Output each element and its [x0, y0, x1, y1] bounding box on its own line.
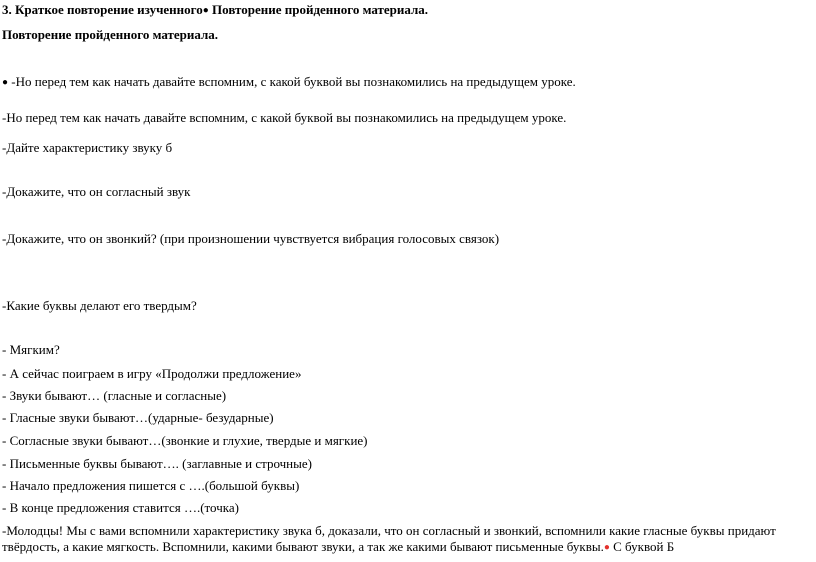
text-line: - Мягким?	[2, 342, 60, 357]
text-line: - Письменные буквы бывают…. (заглавные и строчные)	[2, 456, 312, 471]
text-line: - Звуки бывают… (гласные и согласные)	[2, 388, 227, 403]
text-line: - Гласные звуки бывают…(ударные- безударные)	[2, 410, 274, 425]
bullet-line-text: -Но перед тем как начать давайте вспомним, с какой буквой вы познакомились на предыдущем уроке.	[11, 74, 576, 89]
closing-line-1: -Молодцы! Мы с вами вспомнили характеристику звука б, доказали, что он согласный и звонкий, вспомнили какие гласные буквы придают	[2, 523, 776, 538]
closing-line-2-text: твёрдость, а какие мягкость. Вспомнили, какими бывают звуки, а так же какими бывают письменные буквы.	[2, 539, 604, 554]
subheading: Повторение пройденного материала.	[2, 27, 219, 42]
closing-line-2	[2, 539, 674, 556]
bullet-icon: ●	[202, 5, 209, 16]
bullet-icon: ●	[2, 77, 9, 88]
text-line: -Дайте характеристику звуку б	[2, 140, 173, 155]
text-line: -Но перед тем как начать давайте вспомним, с какой буквой вы познакомились на предыдущем уроке.	[2, 110, 567, 125]
closing-tail: С буквой Б	[613, 539, 675, 554]
text-line: -Докажите, что он согласный звук	[2, 184, 191, 199]
heading-part-1: 3. Краткое повторение изученного	[2, 2, 203, 17]
section-heading	[2, 2, 428, 19]
text-line: - Начало предложения пишется с ….(большой буквы)	[2, 478, 300, 493]
text-line: -Докажите, что он звонкий? (при произношении чувствуется вибрация голосовых связок)	[2, 231, 500, 246]
text-line: -Какие буквы делают его твердым?	[2, 298, 197, 313]
heading-part-2: Повторение пройденного материала.	[212, 2, 429, 17]
text-line: - А сейчас поиграем в игру «Продолжи предложение»	[2, 366, 302, 381]
text-line: - В конце предложения ставится ….(точка)	[2, 500, 239, 515]
text-line: - Согласные звуки бывают…(звонкие и глухие, твердые и мягкие)	[2, 433, 368, 448]
bullet-icon: ●	[603, 542, 610, 553]
bullet-line	[2, 74, 576, 91]
